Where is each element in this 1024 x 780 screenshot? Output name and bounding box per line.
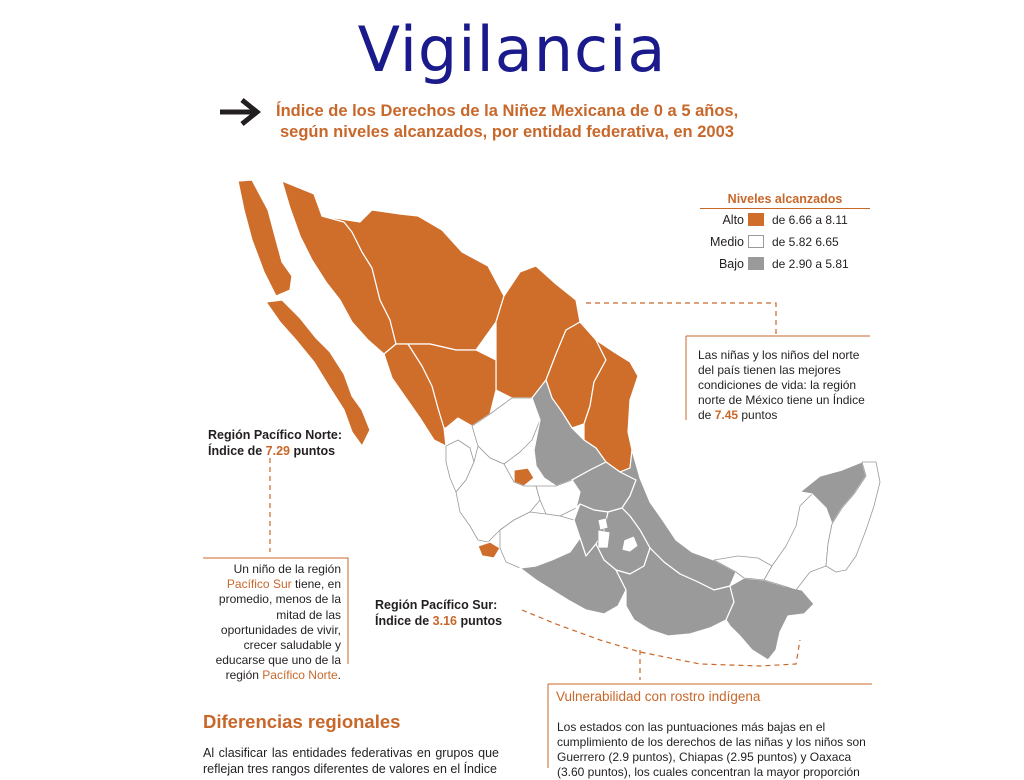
vulnerability-body: Los estados con las puntuaciones más bajas en el cumplimiento de los derechos de las niñas y los niños son Guerrero (2.9 puntos), Chiapas (2.95 puntos) y Oaxaca (3.60 puntos), los cuales concentran la mayor proporción (557, 720, 866, 779)
pacific-north-note (208, 428, 342, 459)
child-note-part3: . (337, 668, 341, 683)
heading-line-2: según niveles alcanzados, por entidad federativa, en 2003 (280, 123, 734, 141)
legend-range: de 2.90 a 5.81 (772, 257, 849, 271)
arrow-right-icon (218, 97, 264, 127)
legend-range: de 5.82 6.65 (772, 235, 839, 249)
map-legend (700, 192, 870, 275)
north-region-outline (586, 303, 776, 336)
child-note-part1: Un niño de la región (233, 562, 341, 576)
state-colima (478, 542, 500, 558)
slide-title: Vigilancia (357, 13, 667, 86)
legend-swatch (748, 213, 764, 226)
legend-swatch (748, 257, 764, 270)
child-comparison-note (203, 562, 341, 684)
pacific-north-value: 7.29 (265, 443, 290, 458)
pacific-north-suffix: puntos (290, 443, 336, 458)
pacific-south-title: Región Pacífico Sur: (375, 598, 498, 612)
legend-label: Alto (722, 213, 744, 227)
state-distrito-federal (598, 518, 608, 530)
legend-range: de 6.66 a 8.11 (772, 213, 848, 227)
state-campeche (764, 494, 832, 590)
north-note-value: 7.45 (714, 408, 739, 422)
state-chiapas (726, 578, 814, 660)
state-baja-california (238, 180, 292, 296)
pacific-north-prefix: Índice de (208, 443, 266, 458)
pacific-north-title: Región Pacífico Norte: (208, 428, 343, 442)
legend-row (700, 231, 870, 253)
legend-row (700, 253, 870, 275)
pacific-south-suffix: puntos (457, 613, 503, 628)
child-note-region2: Pacífico Norte (262, 668, 338, 683)
regional-differences-body: Al clasificar las entidades federativas en grupos que reflejan tres rangos diferentes de valores en el Índice (203, 746, 499, 776)
state-guanajuato (536, 480, 580, 516)
pacific-south-prefix: Índice de (375, 613, 433, 628)
north-region-note (698, 348, 870, 423)
pacific-south-note (375, 598, 502, 629)
state-queretaro (598, 530, 610, 548)
regional-differences-title: Diferencias regionales (203, 711, 401, 732)
map-heading (276, 101, 738, 143)
legend-label: Bajo (718, 257, 744, 271)
heading-line-1: Índice de los Derechos de la Niñez Mexicana de 0 a 5 años, (276, 102, 739, 120)
pacific-south-value: 3.16 (432, 613, 457, 628)
legend-label: Medio (709, 235, 744, 249)
vulnerability-title: Vulnerabilidad con rostro indígena (556, 689, 761, 704)
north-note-suffix: puntos (738, 408, 778, 422)
child-note-part2: tiene, en promedio, menos de la mitad de las oportunidades de vivir, crecer saludable y educarse que uno de la región (215, 577, 341, 683)
legend-row (700, 209, 870, 231)
legend-title: Niveles alcanzados (700, 192, 870, 209)
legend-swatch (748, 235, 764, 248)
north-note-text: Las niñas y los niños del norte del país tienen las mejores condiciones de vida: la región norte de México tiene un Índice de (698, 348, 865, 422)
child-note-region1: Pacífico Sur (226, 577, 292, 592)
